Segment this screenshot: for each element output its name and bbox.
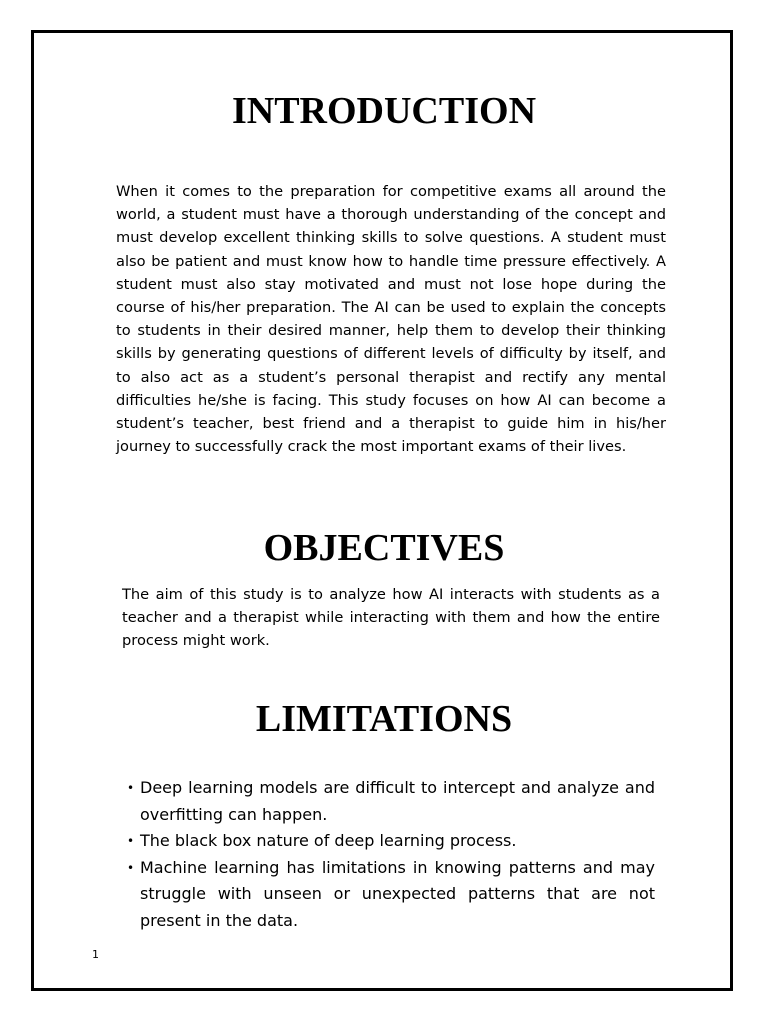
bullet-icon: • [127, 860, 135, 875]
list-item [127, 775, 655, 828]
introduction-heading: INTRODUCTION [231, 90, 537, 132]
introduction-paragraph: When it comes to the preparation for competitive exams all around the world, a student must have a thorough understanding of the concept and must develop excellent thinking skills to solve questions. A student must also be patient and must know how to handle time pressure effectively. A student must also stay motivated and must not lose hope during the course of his/her preparation. The AI can be used to explain the concepts to students in their desired manner, help them to develop their thinking skills by generating questions of different levels of difficulty by itself, and to also act as a student’s personal therapist and rectify any mental difficulties he/she is facing. This study focuses on how AI can become a student’s teacher, best friend and a therapist to guide him in his/her journey to successfully crack the most important exams of their lives. [116, 183, 666, 456]
limitations-heading: LIMITATIONS [255, 698, 513, 740]
bullet-icon: • [127, 781, 135, 795]
list-item-text: The black box nature of deep learning process. [140, 831, 517, 850]
limitations-list [127, 775, 655, 934]
objectives-heading: OBJECTIVES [263, 527, 505, 569]
bullet-icon: • [127, 834, 135, 848]
objectives-paragraph: The aim of this study is to analyze how AI interacts with students as a teacher and a therapist while interacting with them and how the entire process might work. [122, 586, 660, 650]
list-item-text: Machine learning has limitations in knowing patterns and may struggle with unseen or unexpected patterns that are not present in the data. [140, 857, 655, 930]
page-number: 1 [92, 948, 99, 961]
list-item [127, 855, 655, 935]
list-item-text: Deep learning models are difficult to intercept and analyze and overfitting can happen. [140, 778, 655, 824]
list-item [127, 828, 655, 855]
